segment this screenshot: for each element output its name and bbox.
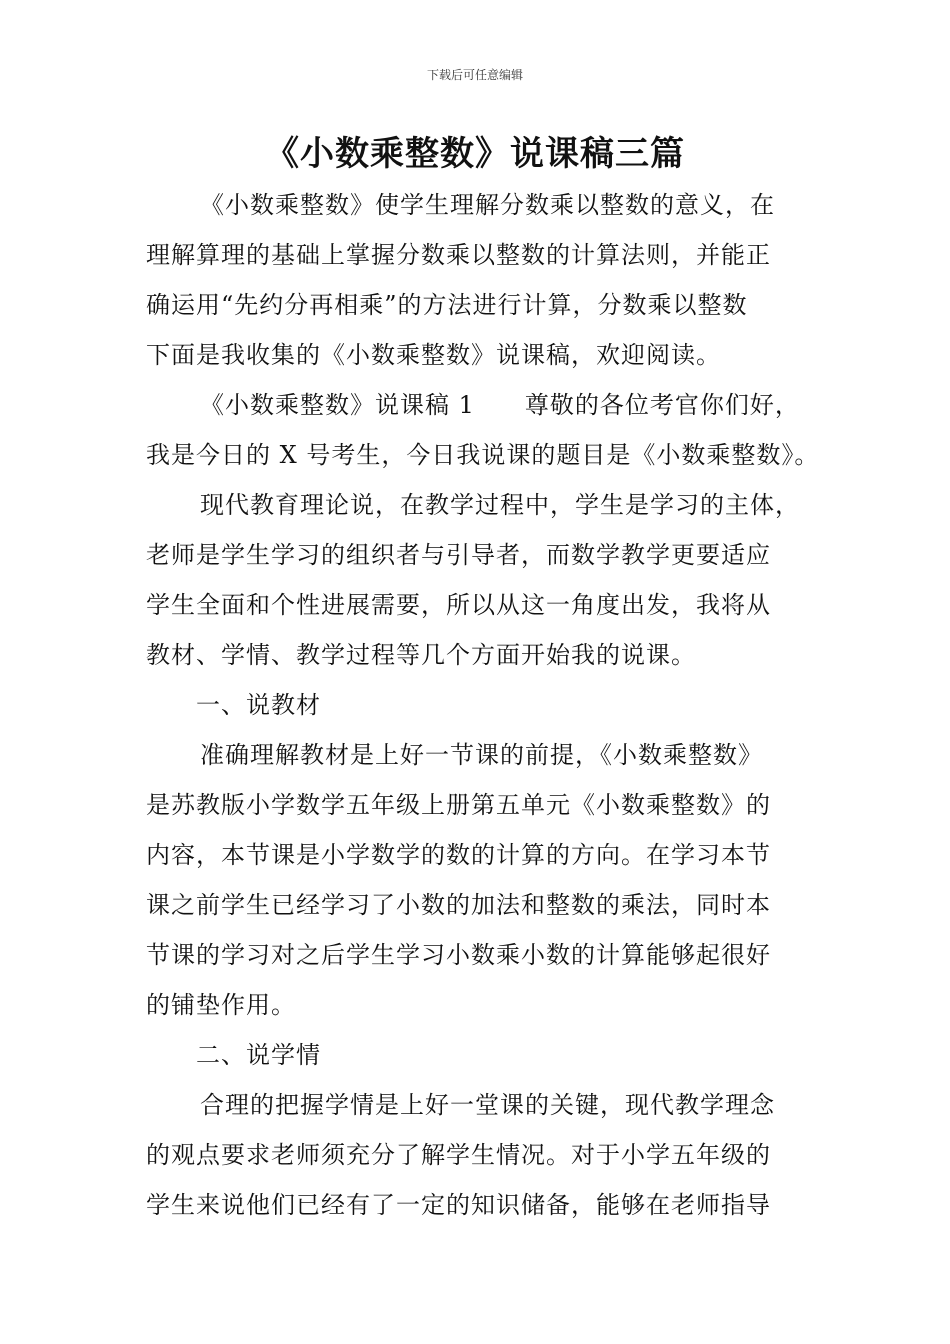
body-line: 准确理解教材是上好一节课的前提，《小数乘整数》 bbox=[200, 741, 763, 769]
body-line: 《小数乘整数》说课稿 1 尊敬的各位考官你们好， bbox=[200, 391, 800, 419]
body-line: 的铺垫作用。 bbox=[146, 991, 296, 1019]
body-line: 学生来说他们已经有了一定的知识储备，能够在老师指导 bbox=[146, 1191, 771, 1219]
body-line: 现代教育理论说，在教学过程中，学生是学习的主体， bbox=[200, 491, 800, 519]
body-line: 理解算理的基础上掌握分数乘以整数的计算法则，并能正 bbox=[146, 241, 771, 269]
body-line: 是苏教版小学数学五年级上册第五单元《小数乘整数》的 bbox=[146, 791, 771, 819]
body-line: 学生全面和个性进展需要，所以从这一角度出发，我将从 bbox=[146, 591, 771, 619]
body-line: 课之前学生已经学习了小数的加法和整数的乘法，同时本 bbox=[146, 891, 771, 919]
body-line: 《小数乘整数》使学生理解分数乘以整数的意义，在 bbox=[200, 191, 775, 219]
body-line: 下面是我收集的《小数乘整数》说课稿，欢迎阅读。 bbox=[146, 341, 721, 369]
body-line: 合理的把握学情是上好一堂课的关键，现代教学理念 bbox=[200, 1091, 775, 1119]
section-heading: 二、说学情 bbox=[196, 1041, 321, 1069]
body-line: 教材、学情、教学过程等几个方面开始我的说课。 bbox=[146, 641, 696, 669]
body-line: 我是今日的 X 号考生，今日我说课的题目是《小数乘整数》。 bbox=[146, 441, 820, 469]
body-line: 节课的学习对之后学生学习小数乘小数的计算能够起很好 bbox=[146, 941, 771, 969]
body-line: 老师是学生学习的组织者与引导者，而数学教学更要适应 bbox=[146, 541, 771, 569]
body-line: 确运用“先约分再相乘”的方法进行计算，分数乘以整数 bbox=[146, 291, 748, 319]
body-line: 的观点要求老师须充分了解学生情况。对于小学五年级的 bbox=[146, 1141, 771, 1169]
document-title: 《小数乘整数》说课稿三篇 bbox=[265, 134, 685, 174]
body-line: 内容，本节课是小学数学的数的计算的方向。在学习本节 bbox=[146, 841, 771, 869]
page-header: 下载后可任意编辑 bbox=[426, 68, 523, 82]
section-heading: 一、说教材 bbox=[196, 691, 321, 719]
